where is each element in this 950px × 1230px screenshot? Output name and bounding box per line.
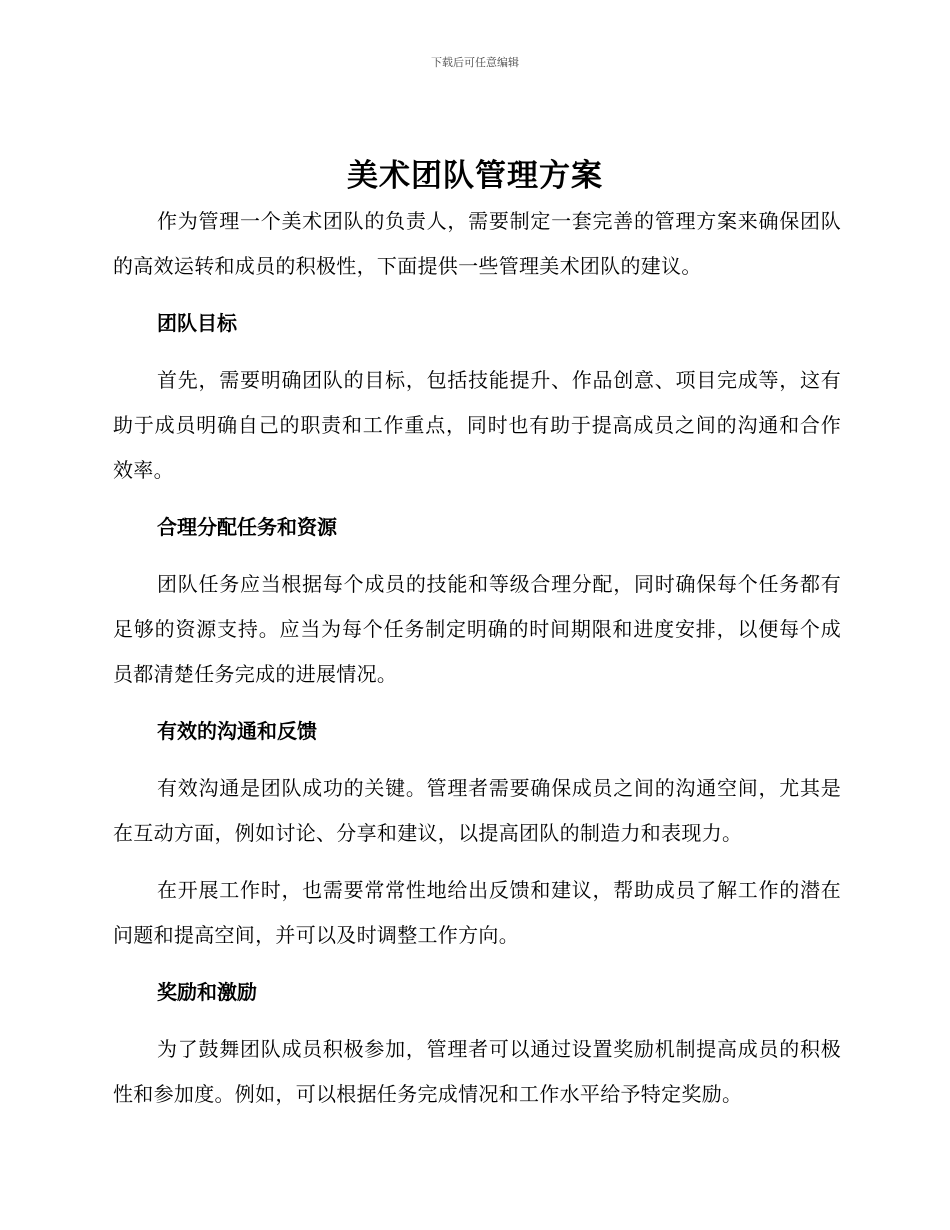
section-paragraph-rewards: 为了鼓舞团队成员积极参加，管理者可以通过设置奖励机制提高成员的积极性和参加度。例如，可以根据任务完成情况和工作水平给予特定奖励。 [113,1037,841,1106]
document-title: 美术团队管理方案 [347,158,603,194]
section-paragraph-goals: 首先，需要明确团队的目标，包括技能提升、作品创意、项目完成等，这有助于成员明确自己的职责和工作重点，同时也有助于提高成员之间的沟通和合作效率。 [113,368,841,482]
section-paragraph-task-allocation: 团队任务应当根据每个成员的技能和等级合理分配，同时确保每个任务都有足够的资源支持。应当为每个任务制定明确的时间期限和进度安排，以便每个成员都清楚任务完成的进展情况。 [113,572,841,686]
section-heading-task-allocation: 合理分配任务和资源 [157,515,337,539]
document-body [113,199,841,1117]
section-heading-rewards: 奖励和激励 [157,980,257,1004]
header-note: 下载后可任意编辑 [431,56,519,69]
intro-paragraph: 作为管理一个美术团队的负责人，需要制定一套完善的管理方案来确保团队的高效运转和成员的积极性，下面提供一些管理美术团队的建议。 [113,209,841,278]
section-heading-goals: 团队目标 [157,311,237,335]
section-paragraph-communication-2: 在开展工作时，也需要常常性地给出反馈和建议，帮助成员了解工作的潜在问题和提高空间，并可以及时调整工作方向。 [113,878,841,947]
section-paragraph-communication-1: 有效沟通是团队成功的关键。管理者需要确保成员之间的沟通空间，尤其是在互动方面，例如讨论、分享和建议，以提高团队的制造力和表现力。 [113,776,841,845]
section-heading-communication: 有效的沟通和反馈 [157,719,317,743]
